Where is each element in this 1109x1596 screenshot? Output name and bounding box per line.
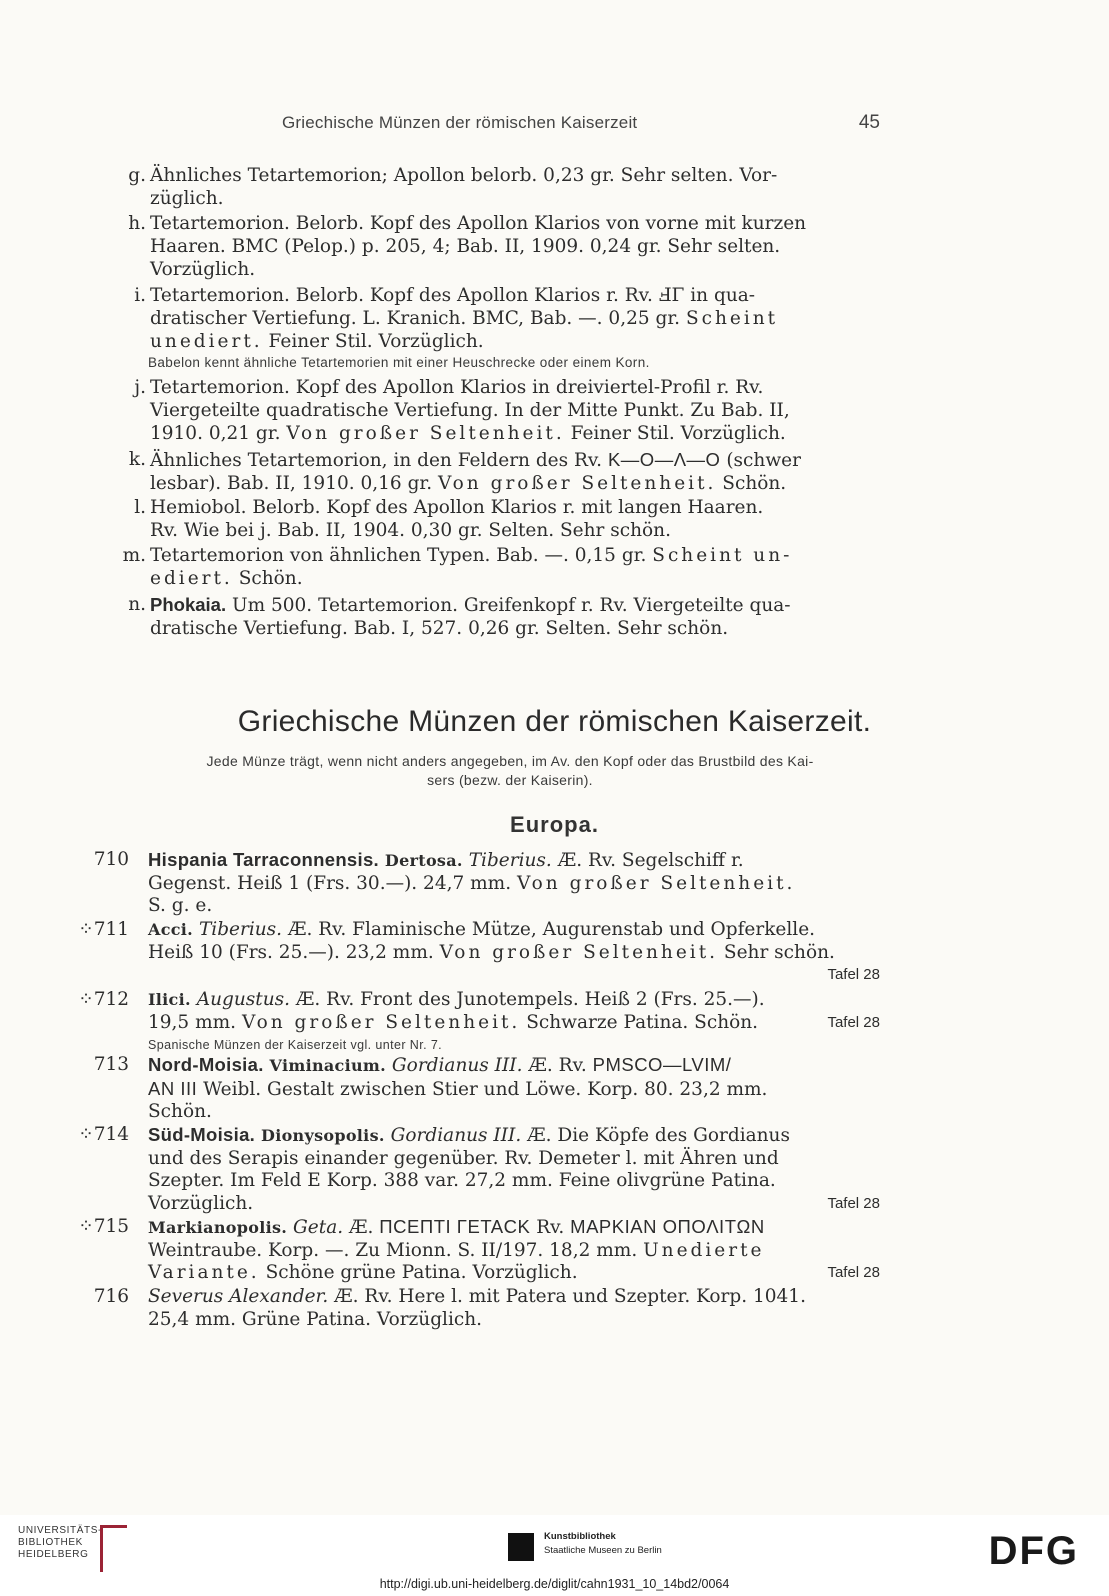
entry-line: Phokaia. Um 500. Tetartemorion. Greifenkopf r. Rv. Viergeteilte qua- (150, 594, 791, 616)
entry-label: m. (122, 545, 146, 566)
entry-line: Haaren. BMC (Pelop.) p. 205, 4; Bab. II, 1909. 0,24 gr. Sehr selten. (150, 236, 781, 257)
section-intro (130, 752, 890, 790)
entry-line: züglich. (150, 188, 224, 209)
coin-text: Nord-Moisia. Viminacium. Gordianus III. Æ. Rv. PMSCO—LVIM/ AN III Weibl. Gestalt zwischen Stier und Löwe. Korp. 80. 23,2 mm. Schön. (148, 1054, 768, 1122)
kunstbibliothek-logo[interactable]: Kunstbibliothek Staatliche Museen zu Berlin (508, 1529, 708, 1569)
viewer-footer (0, 1515, 1109, 1596)
entry-text (150, 212, 878, 281)
entry-line: dratischer Vertiefung. L. Kranich. BMC, Bab. —. 0,25 gr. Scheint (150, 308, 779, 329)
coin-number: ⁘714 (78, 1124, 129, 1145)
entry-label: l. (134, 497, 146, 518)
entry-label: h. (128, 213, 146, 234)
coin-number: 716 (93, 1286, 129, 1307)
ub-logo-mark-icon (100, 1525, 127, 1572)
entry-text (150, 496, 878, 542)
entry-text (150, 164, 878, 210)
entry-line: Vorzüglich. (150, 259, 256, 280)
entry-text (150, 376, 878, 445)
page-number: 45 (858, 112, 880, 133)
coin-text: Süd-Moisia. Dionysopolis. Gordianus III. Æ. Die Köpfe des Gordianus und des Serapis einander gegenüber. Rv. Demeter l. mit Ähren und Szepter. Im Feld E Korp. 388 var. 27,2 mm. Feine olivgrüne Patina. Vorzüglich. Tafel 28 (148, 1124, 880, 1214)
entry-text (150, 593, 878, 640)
entry-line: Ähnliches Tetartemorion, in den Feldern des Rv. K—O—Λ—O (schwer (150, 449, 801, 471)
entry-line: Hemiobol. Belorb. Kopf des Apollon Klarios r. mit langen Haaren. (150, 497, 764, 518)
subsection-title: Europa. (510, 812, 599, 837)
intro-line: Jede Münze trägt, wenn nicht anders angegeben, im Av. den Kopf oder das Brustbild des Kai- (206, 753, 814, 769)
plate-reference: Tafel 28 (827, 1194, 880, 1212)
entry-label: j. (134, 377, 146, 398)
entry-line: Tetartemorion. Belorb. Kopf des Apollon Klarios r. Rv. ℲΓ in qua- (150, 285, 756, 306)
coin-number: ⁘712 (78, 989, 129, 1010)
entry-line: Viergeteilte quadratische Vertiefung. In der Mitte Punkt. Zu Bab. II, (150, 400, 790, 421)
entry-text (150, 448, 878, 495)
entry-line: 1910. 0,21 gr. Von großer Seltenheit. Feiner Stil. Vorzüglich. (150, 423, 786, 444)
coin-text: Ilici. Augustus. Æ. Rv. Front des Junotempels. Heiß 2 (Frs. 25.—). 19,5 mm. Von großer Seltenheit. Schwarze Patina. Schön. Tafel 28 Spanische Münzen der Kaiserzeit vgl. unter Nr. 7. (148, 989, 880, 1057)
running-head-title: Griechische Münzen der römischen Kaiserzeit (282, 113, 638, 132)
plate-reference: Tafel 28 (827, 1013, 880, 1031)
entry-text (150, 284, 878, 353)
entry-line: Ähnliches Tetartemorion; Apollon belorb. 0,23 gr. Sehr selten. Vor- (150, 165, 778, 186)
ub-heidelberg-logo[interactable]: UNIVERSITÄTS- BIBLIOTHEK HEIDELBERG (18, 1525, 128, 1573)
coin-number: ⁘711 (78, 919, 129, 940)
entry-line: unediert. Feiner Stil. Vorzüglich. (150, 331, 484, 352)
entry-label: k. (128, 449, 146, 470)
coin-number: 713 (93, 1054, 129, 1075)
entry-line: ediert. Schön. (150, 568, 303, 589)
coin-number: 710 (93, 849, 129, 870)
entry-line: dratische Vertiefung. Bab. I, 527. 0,26 gr. Selten. Sehr schön. (150, 618, 729, 639)
entry-text (150, 544, 878, 590)
entry-line: Tetartemorion von ähnlichen Typen. Bab. —. 0,15 gr. Scheint un- (150, 545, 793, 566)
plate-reference: Tafel 28 (827, 1264, 880, 1281)
page-url[interactable]: http://digi.ub.uni-heidelberg.de/diglit/cahn1931_10_14bd2/0064 (379, 1577, 730, 1591)
coin-number: ⁘715 (78, 1216, 129, 1237)
entry-line: Tetartemorion. Kopf des Apollon Klarios in dreiviertel-Profil r. Rv. (150, 377, 764, 398)
entry-label: g. (128, 165, 146, 186)
plate-reference: Tafel 28 (827, 966, 880, 983)
coin-note: Spanische Münzen der Kaiserzeit vgl. unter Nr. 7. (148, 1038, 443, 1052)
kunstbibliothek-mark-icon (508, 1533, 534, 1561)
entry-line: Rv. Wie bei j. Bab. II, 1904. 0,30 gr. Selten. Sehr schön. (150, 520, 671, 541)
note-babelon: Babelon kennt ähnliche Tetartemorien mit einer Heuschrecke oder einem Korn. (148, 355, 650, 370)
entry-line: Tetartemorion. Belorb. Kopf des Apollon Klarios von vorne mit kurzen (150, 213, 807, 234)
entry-line: lesbar). Bab. II, 1910. 0,16 gr. Von großer Seltenheit. Schön. (150, 473, 787, 494)
section-title: Griechische Münzen der römischen Kaiserzeit. (237, 705, 872, 738)
entry-label: i. (134, 285, 146, 306)
dfg-logo[interactable]: DFG (988, 1529, 1079, 1573)
coin-text: Acci. Tiberius. Æ. Rv. Flaminische Mütze, Augurenstab und Opferkelle. Heiß 10 (Frs. 25.—). 23,2 mm. Von großer Seltenheit. Sehr schön. Tafel 28 (148, 919, 880, 987)
coin-text: Hispania Tarraconnensis. Dertosa. Tiberius. Æ. Rv. Segelschiff r. Gegenst. Heiß 1 (Frs. 30.—). 24,7 mm. Von großer Seltenheit. S. g. e. (148, 849, 796, 916)
entry-label: n. (128, 594, 146, 615)
coin-text: Severus Alexander. Æ. Rv. Here l. mit Patera und Szepter. Korp. 1041. 25,4 mm. Grüne Patina. Vorzüglich. (148, 1286, 806, 1330)
intro-line: sers (bezw. der Kaiserin). (427, 772, 593, 788)
coin-text: Markianopolis. Geta. Æ. ΠCEΠTI ΓETACK Rv. MAPKIAN OΠOΛITΩN Weintraube. Korp. —. Zu Mionn. S. II/197. 18,2 mm. Unedierte Variante. Schöne grüne Patina. Vorzüglich. Tafel 28 (148, 1216, 880, 1283)
